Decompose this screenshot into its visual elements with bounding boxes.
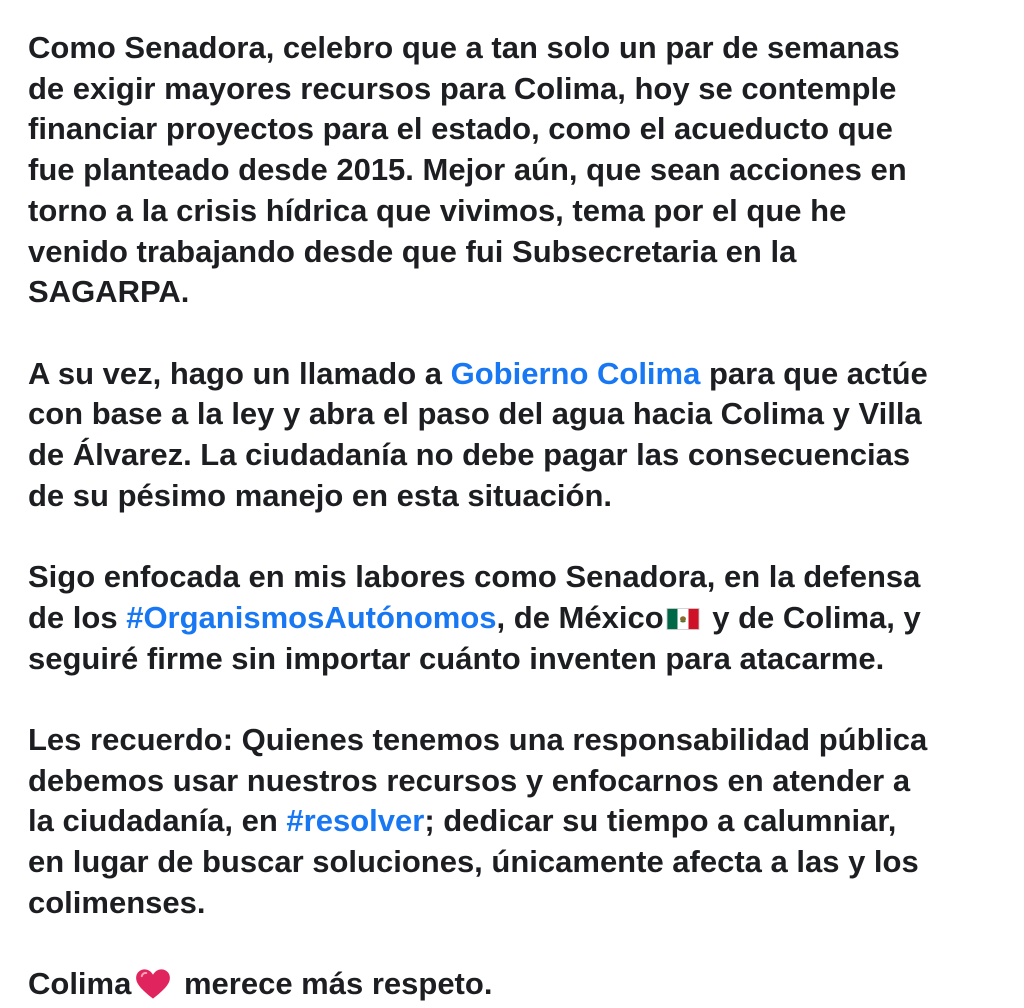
text-segment: Colima — [28, 966, 132, 1002]
post-line — [28, 964, 998, 1005]
paragraph-gap — [28, 516, 998, 557]
post-line: debemos usar nuestros recursos y enfocarnos en atender a — [28, 762, 911, 798]
mexico-flag-icon — [666, 608, 700, 630]
post-text — [28, 28, 998, 1005]
post-line: seguiré firme sin importar cuánto inventen para atacarme. — [28, 640, 885, 676]
paragraph-gap — [28, 679, 998, 720]
post-line: SAGARPA. — [28, 274, 190, 310]
hashtag-link-organismos-autonomos[interactable]: #OrganismosAutónomos — [126, 599, 497, 635]
paragraph-2 — [28, 354, 998, 517]
post-line: de Álvarez. La ciudadanía no debe pagar las consecuencias — [28, 437, 911, 473]
mention-link-gobierno-colima[interactable]: Gobierno Colima — [450, 355, 701, 391]
post-line: torno a la crisis hídrica que vivimos, tema por el que he — [28, 192, 847, 228]
text-segment: ; dedicar su tiempo a calumniar, — [424, 803, 897, 839]
text-segment: , de México — [496, 599, 664, 635]
post-line: Como Senadora, celebro que a tan solo un par de semanas — [28, 30, 900, 65]
text-segment: de los — [28, 599, 127, 635]
post-line — [28, 801, 998, 842]
post-line: Sigo enfocada en mis labores como Senadora, en la defensa — [28, 559, 921, 595]
paragraph-5 — [28, 964, 998, 1005]
text-segment: A su vez, hago un llamado a — [28, 355, 451, 391]
post-line: colimenses. — [28, 884, 206, 920]
paragraph-1 — [28, 28, 998, 313]
post-line: con base a la ley y abra el paso del agua hacia Colima y Villa — [28, 396, 922, 432]
post-line: de su pésimo manejo en esta situación. — [28, 477, 613, 513]
hashtag-link-resolver[interactable]: #resolver — [286, 803, 425, 839]
post-line: en lugar de buscar soluciones, únicamente afecta a las y los — [28, 844, 919, 880]
text-segment: la ciudadanía, en — [28, 803, 287, 839]
post-line — [28, 354, 998, 395]
post-line: venido trabajando desde que fui Subsecretaria en la — [28, 233, 797, 269]
post-line — [28, 598, 998, 639]
red-heart-icon — [135, 968, 171, 1000]
paragraph-3 — [28, 557, 998, 679]
post-line: Les recuerdo: Quienes tenemos una responsabilidad pública — [28, 721, 928, 757]
paragraph-4 — [28, 720, 998, 924]
text-segment: y de Colima, y — [703, 599, 921, 635]
text-segment: merece más respeto. — [175, 966, 493, 1002]
post-line: financiar proyectos para el estado, como el acueducto que — [28, 111, 893, 147]
post-line: fue planteado desde 2015. Mejor aún, que sean acciones en — [28, 152, 907, 188]
paragraph-gap — [28, 923, 998, 964]
paragraph-gap — [28, 313, 998, 354]
text-segment: para que actúe — [700, 355, 928, 391]
post-line: de exigir mayores recursos para Colima, hoy se contemple — [28, 70, 897, 106]
